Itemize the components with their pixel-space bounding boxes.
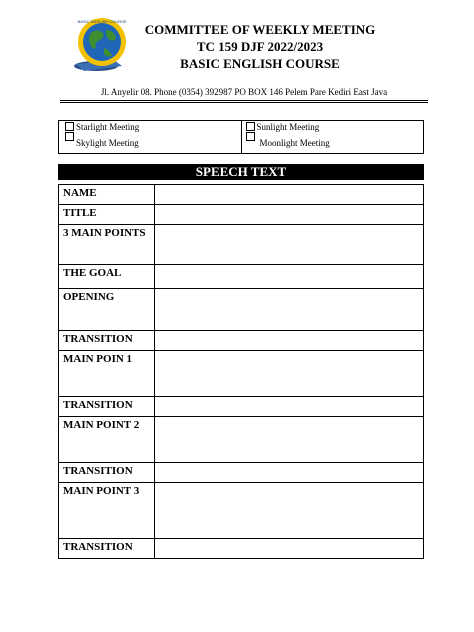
address-line: Jl. Anyelir 08. Phone (0354) 392987 PO BOX 146 Pelem Pare Kediri East Java [100,87,388,97]
row-label: 3 MAIN POINTS [59,225,155,265]
table-row [59,539,424,559]
option-label: Skylight Meeting [76,138,139,148]
document-header [140,21,380,72]
transition-field[interactable] [155,539,424,559]
table-row [59,225,424,265]
header-line-2: TC 159 DJF 2022/2023 [196,39,324,54]
meeting-column-left [59,121,241,153]
speech-form-table [58,184,424,559]
transition-field[interactable] [155,331,424,351]
checkbox[interactable] [65,122,74,131]
table-row [59,483,424,539]
main-points-field[interactable] [155,225,424,265]
row-label: TRANSITION [59,463,155,483]
table-row [59,265,424,289]
checkbox[interactable] [65,132,74,141]
meeting-type-selector [58,120,424,154]
option-label: Sunlight Meeting [256,122,320,132]
transition-field[interactable] [155,397,424,417]
table-row [59,397,424,417]
address-divider [60,100,428,103]
row-label: THE GOAL [59,265,155,289]
table-row [59,289,424,331]
row-label: MAIN POIN 1 [59,351,155,397]
option-moonlight[interactable] [246,132,330,148]
option-skylight[interactable] [65,132,139,148]
main-point-2-field[interactable] [155,417,424,463]
row-label: MAIN POINT 3 [59,483,155,539]
table-row [59,417,424,463]
header-line-1: COMMITTEE OF WEEKLY MEETING [144,22,376,37]
checkbox[interactable] [246,132,255,141]
title-field[interactable] [155,205,424,225]
main-point-1-field[interactable] [155,351,424,397]
transition-field[interactable] [155,463,424,483]
option-starlight[interactable] [65,122,139,132]
row-label: OPENING [59,289,155,331]
row-label: MAIN POINT 2 [59,417,155,463]
course-logo [70,14,132,74]
header-line-3: BASIC ENGLISH COURSE [180,56,340,71]
table-row [59,205,424,225]
checkbox[interactable] [246,122,255,131]
table-row [59,185,424,205]
row-label: TITLE [59,205,155,225]
row-label: NAME [59,185,155,205]
table-row [59,331,424,351]
speech-text-banner: SPEECH TEXT [58,164,424,180]
table-row [59,351,424,397]
logo-arc-text: BASIC ENGLISH COURSE [77,19,127,24]
row-label: TRANSITION [59,331,155,351]
option-sunlight[interactable] [246,122,320,132]
row-label: TRANSITION [59,539,155,559]
row-label: TRANSITION [59,397,155,417]
name-field[interactable] [155,185,424,205]
meeting-column-right [241,121,424,153]
opening-field[interactable] [155,289,424,331]
goal-field[interactable] [155,265,424,289]
option-label: Starlight Meeting [76,122,140,132]
table-row [59,463,424,483]
globe-emblem-icon [70,14,132,74]
main-point-3-field[interactable] [155,483,424,539]
option-label: Moonlight Meeting [259,138,330,148]
